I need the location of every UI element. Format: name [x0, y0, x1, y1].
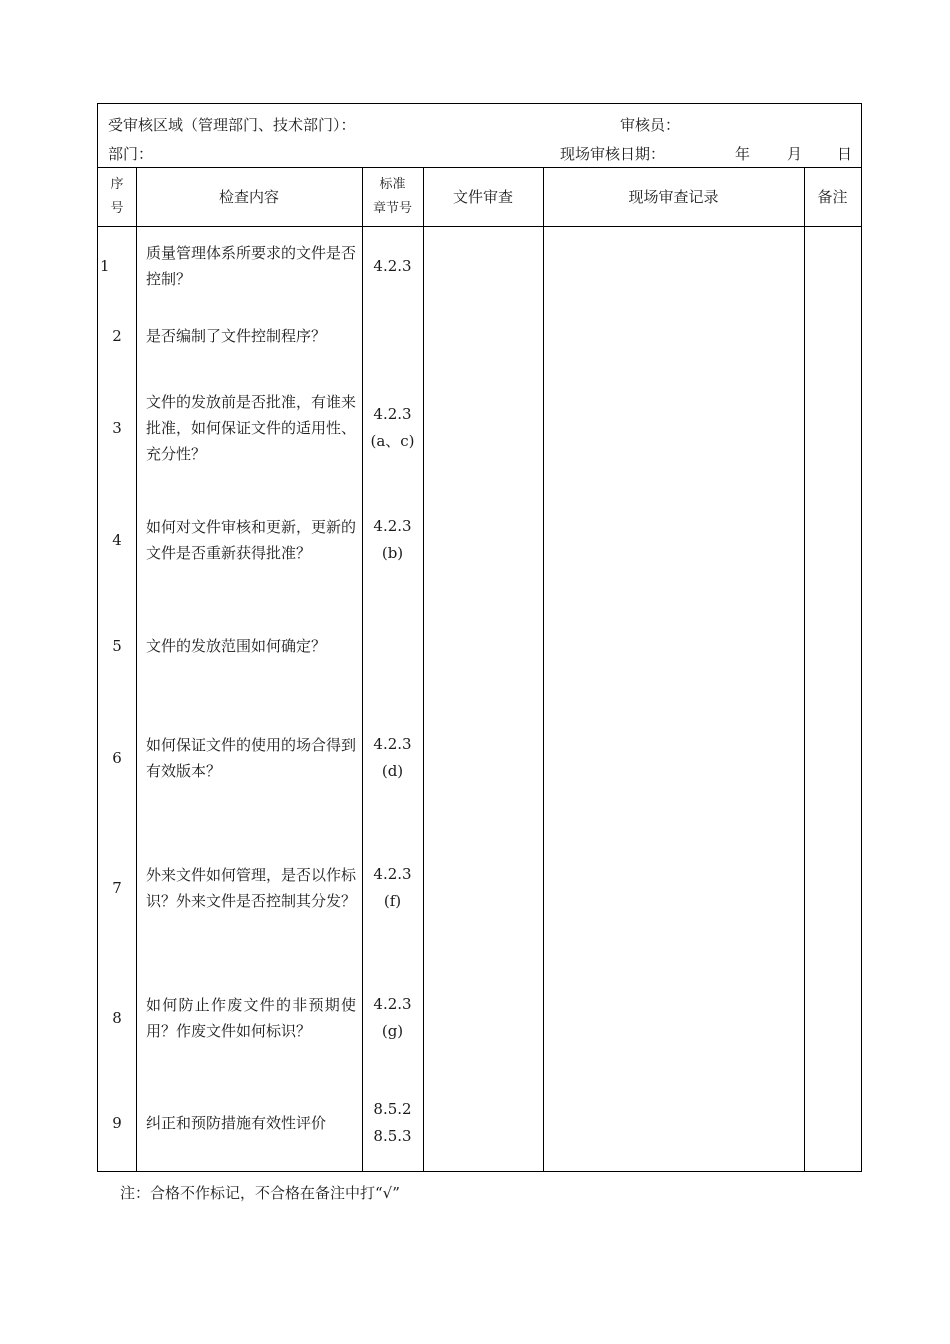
content-column-header: 检查内容 — [218, 187, 279, 206]
table-row — [98, 814, 861, 962]
clause-ref: 4.2.3 (a、c) — [370, 405, 415, 450]
clause-column-header: 标准 章节号 — [372, 176, 412, 216]
remarks-column-header: 备注 — [817, 187, 848, 206]
clause-ref: 4.2.3 — [373, 256, 412, 275]
doc-review-column-header: 文件审查 — [452, 187, 513, 206]
auditor-label: 审核员： — [620, 116, 681, 134]
row-number: 8 — [112, 1009, 122, 1027]
audit-date-label: 现场审核日期： — [560, 145, 666, 163]
clause-ref: 4.2.3 (f) — [373, 865, 412, 910]
clause-ref — [362, 590, 423, 702]
check-content: 质量管理体系所要求的文件是否控制？ — [146, 244, 357, 288]
department-label: 部门： — [108, 145, 154, 163]
table-header-info — [98, 104, 861, 168]
day-label: 日 — [837, 145, 853, 163]
month-label: 月 — [787, 145, 803, 163]
row-number: 1 — [100, 257, 110, 275]
row-number: 4 — [112, 531, 122, 549]
clause-ref: 4.2.3 (g) — [373, 995, 412, 1040]
check-content: 如何防止作废文件的非预期使用？作废文件如何标识？ — [146, 996, 356, 1040]
footer-note: 注：合格不作标记，不合格在备注中打“√” — [120, 1184, 400, 1202]
table-row — [98, 1074, 861, 1172]
check-content: 如何对文件审核和更新，更新的文件是否重新获得批准？ — [146, 518, 357, 562]
clause-ref: 8.5.2 8.5.3 — [373, 1100, 412, 1145]
table-row — [98, 226, 861, 306]
check-content: 文件的发放范围如何确定？ — [146, 637, 327, 655]
row-number: 5 — [112, 637, 122, 655]
audit-checklist-table — [97, 103, 862, 1172]
clause-ref: 4.2.3 (d) — [373, 735, 412, 780]
audit-area-label: 受审核区域（管理部门、技术部门）： — [108, 116, 356, 134]
table-row — [98, 490, 861, 590]
check-content: 是否编制了文件控制程序？ — [146, 327, 327, 345]
row-number: 3 — [112, 419, 122, 437]
seq-column-header: 序 号 — [110, 176, 124, 216]
check-content: 如何保证文件的使用的场合得到有效版本？ — [146, 736, 357, 780]
onsite-record-column-header: 现场审查记录 — [628, 187, 719, 206]
year-label: 年 — [735, 145, 751, 163]
row-number: 2 — [112, 327, 122, 345]
check-content: 纠正和预防措施有效性评价 — [146, 1114, 327, 1132]
check-content: 外来文件如何管理，是否以作标识？外来文件是否控制其分发？ — [146, 866, 357, 910]
check-content: 文件的发放前是否批准，有谁来批准，如何保证文件的适用性、充分性？ — [146, 393, 357, 463]
column-headers — [98, 167, 861, 227]
table-row — [98, 306, 861, 366]
row-number: 6 — [112, 749, 122, 767]
table-row — [98, 962, 861, 1074]
clause-ref — [362, 306, 423, 366]
table-row — [98, 590, 861, 702]
table-row — [98, 702, 861, 814]
row-number: 9 — [112, 1114, 122, 1132]
table-row — [98, 366, 861, 490]
row-number: 7 — [112, 879, 122, 897]
clause-ref: 4.2.3 (b) — [373, 517, 412, 562]
